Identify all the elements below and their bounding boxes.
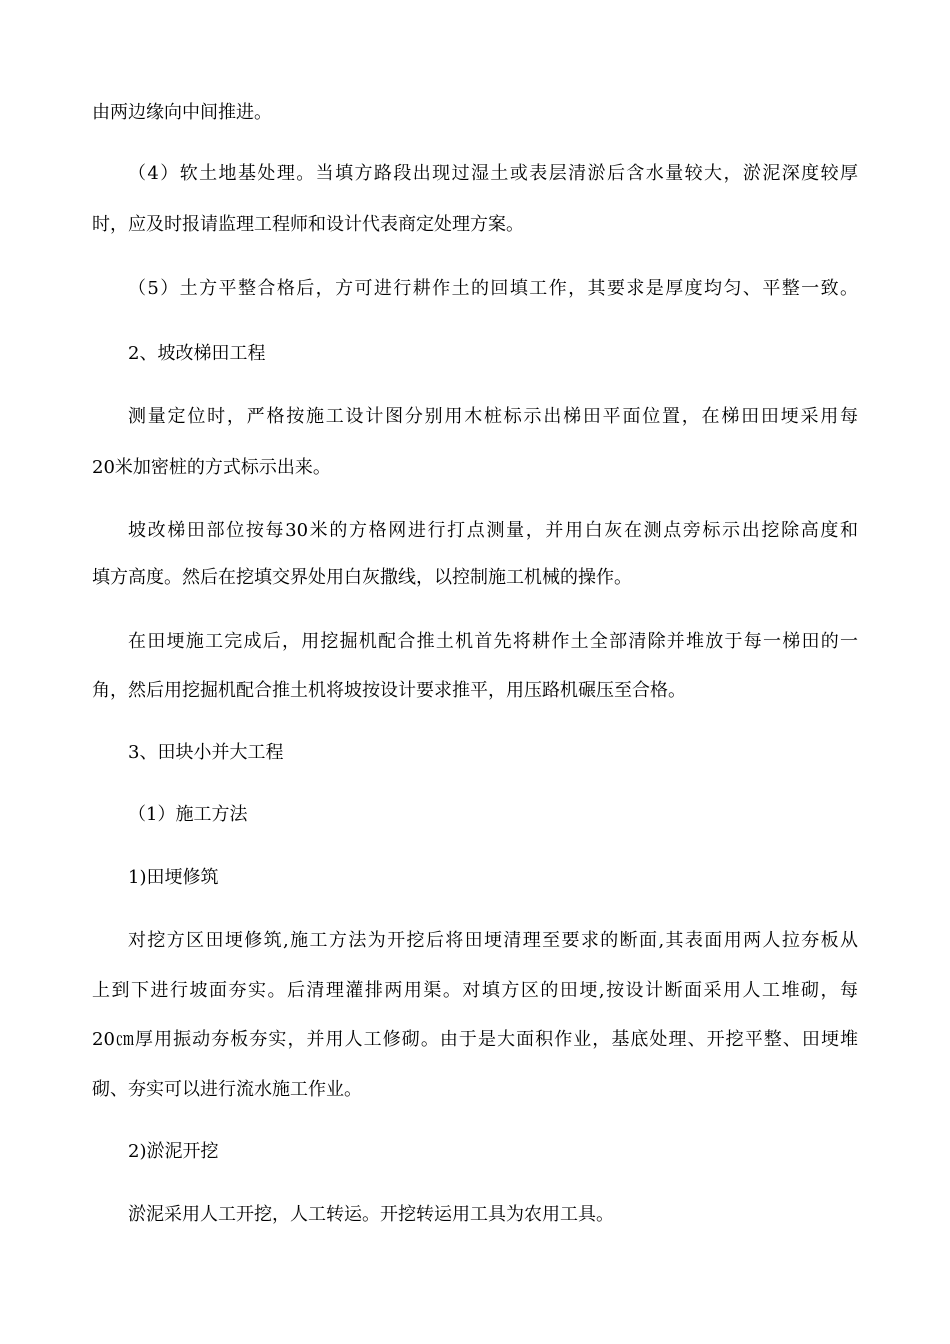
paragraph-line: 测量定位时，严格按施工设计图分别用木桩标示出梯田平面位置，在梯田田埂采用每: [128, 406, 858, 427]
paragraph-line: 对挖方区田埂修筑,施工方法为开挖后将田埂清理至要求的断面,其表面用两人拉夯板从: [128, 930, 858, 951]
subsection-heading: （1）施工方法: [128, 804, 248, 825]
paragraph-line: 砌、夯实可以进行流水施工作业。: [92, 1079, 362, 1100]
paragraph-line: 角，然后用挖掘机配合推土机将坡按设计要求推平，用压路机碾压至合格。: [92, 680, 686, 701]
paragraph-line: 20㎝厚用振动夯板夯实，并用人工修砌。由于是大面积作业，基底处理、开挖平整、田埂堆: [92, 1029, 858, 1050]
section-heading: 2、坡改梯田工程: [128, 343, 266, 364]
paragraph-line: 坡改梯田部位按每30米的方格网进行打点测量，并用白灰在测点旁标示出挖除高度和: [128, 520, 858, 541]
paragraph-line: （4）软土地基处理。当填方路段出现过湿土或表层清淤后含水量较大，淤泥深度较厚: [128, 163, 858, 184]
paragraph-line: 淤泥采用人工开挖，人工转运。开挖转运用工具为农用工具。: [128, 1204, 614, 1225]
paragraph-line: 由两边缘向中间推进。: [92, 102, 272, 123]
paragraph-line: 时，应及时报请监理工程师和设计代表商定处理方案。: [92, 214, 524, 235]
section-heading: 3、田块小并大工程: [128, 742, 284, 763]
paragraph-line: 在田埂施工完成后，用挖掘机配合推土机首先将耕作土全部清除并堆放于每一梯田的一: [128, 631, 858, 652]
paragraph-line: 填方高度。然后在挖填交界处用白灰撒线，以控制施工机械的操作。: [92, 567, 632, 588]
item-heading: 1)田埂修筑: [128, 867, 219, 888]
paragraph-line: 上到下进行坡面夯实。后清理灌排两用渠。对填方区的田埂,按设计断面采用人工堆砌，每: [92, 980, 858, 1001]
paragraph-line: （5）土方平整合格后，方可进行耕作土的回填工作，其要求是厚度均匀、平整一致。: [128, 278, 858, 299]
paragraph-line: 20米加密桩的方式标示出来。: [92, 457, 331, 478]
item-heading: 2)淤泥开挖: [128, 1141, 219, 1162]
